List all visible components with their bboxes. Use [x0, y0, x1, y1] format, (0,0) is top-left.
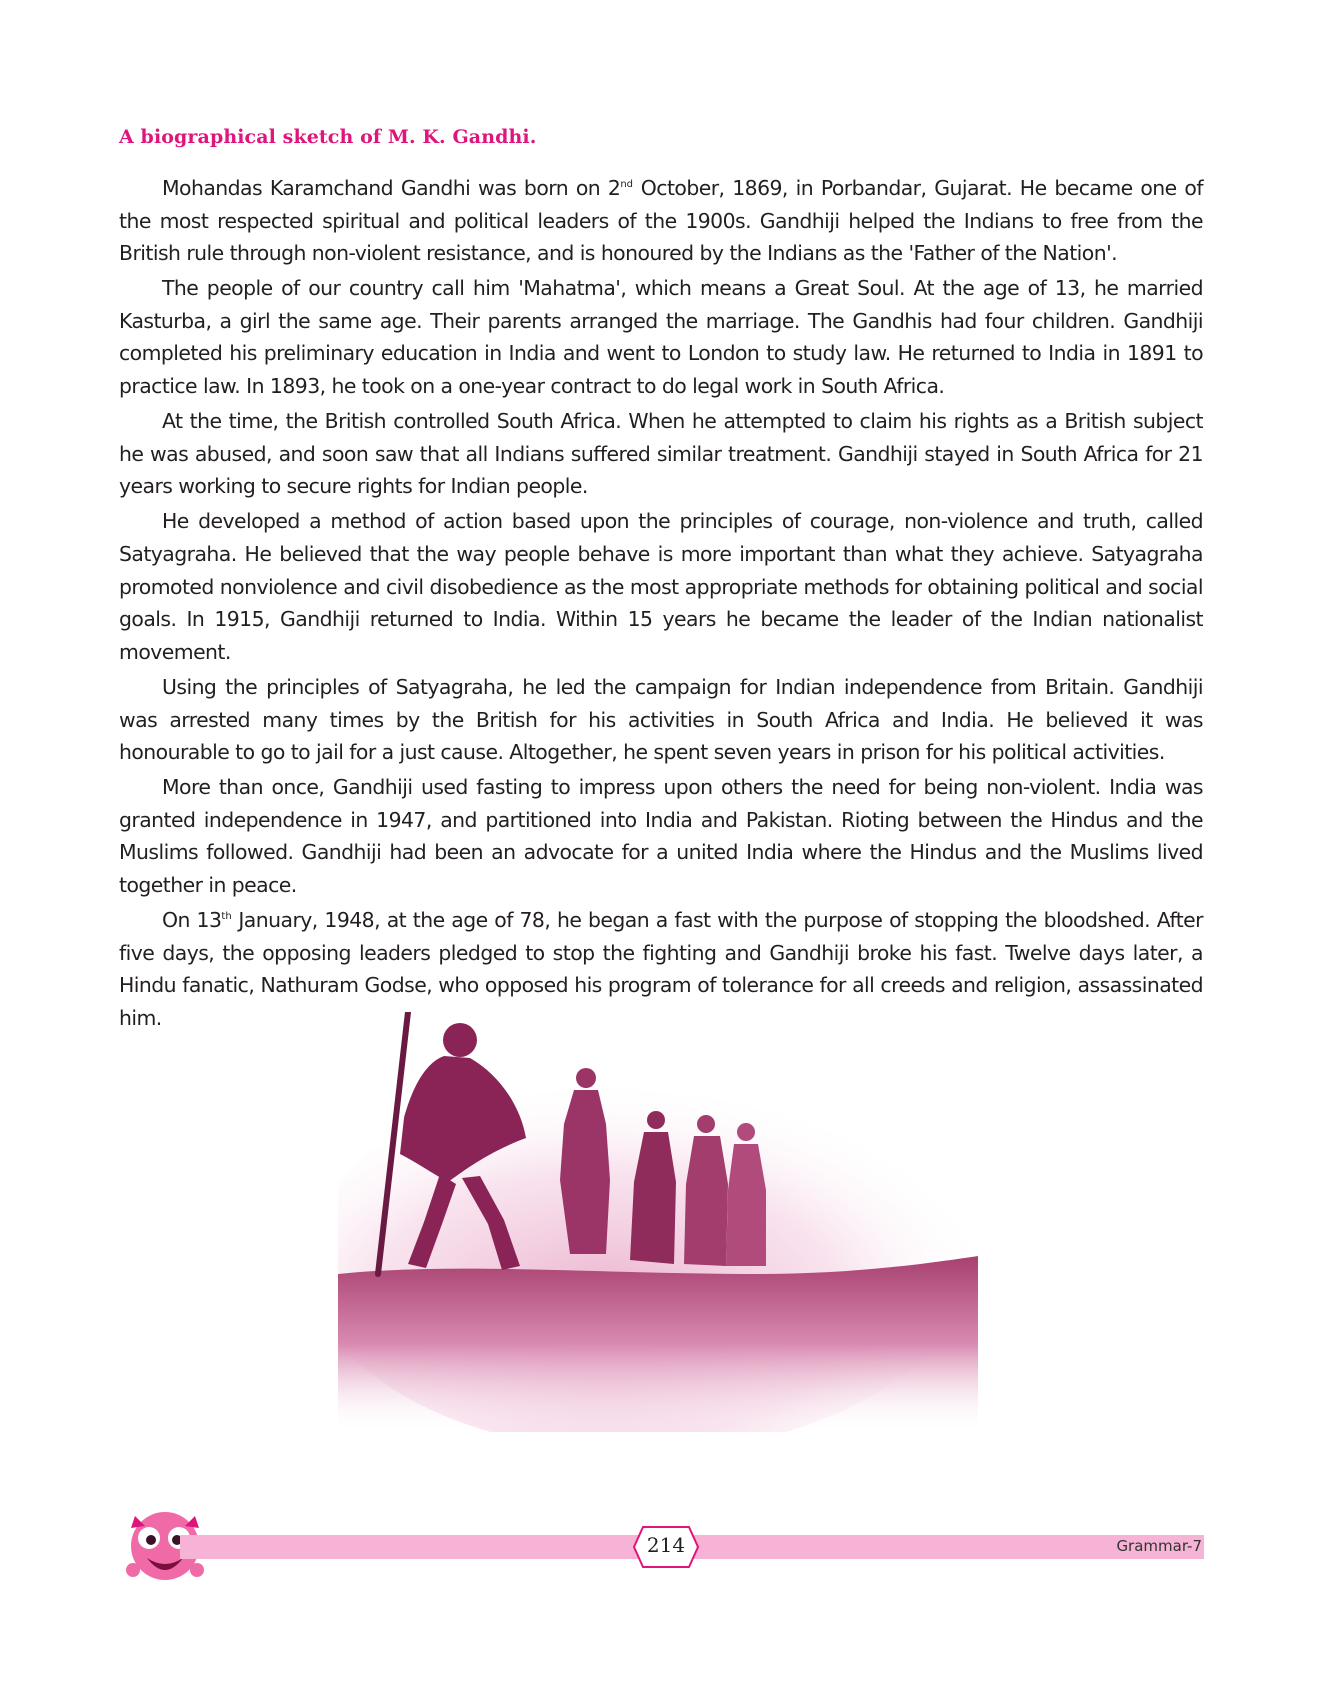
- paragraph-2: The people of our country call him 'Mahatma', which means a Great Soul. At the age of 13, he married Kasturba, a girl the same age. Their parents arranged the marriage. The Gandhis had four children. Gandhiji completed his preliminary education in India and went to London to study law. He returned to India in 1891 to practice law. In 1893, he took on a one-year contract to do legal work in South Africa.: [119, 276, 1203, 399]
- ordinal-suffix: th: [221, 911, 232, 923]
- paragraph-3: At the time, the British controlled South Africa. When he attempted to claim his rights as a British subject he was abused, and soon saw that all Indians suffered similar treatment. Gandhiji stayed in South Africa for 21 years working to secure rights for Indian people.: [119, 409, 1203, 499]
- book-title: Grammar-7: [1116, 1537, 1202, 1555]
- paragraph-1-part-b: October, 1869, in Porbandar, Gujarat. He became one of the most respected spiritual and political leaders of the 1900s. Gandhiji helped the Indians to free from the British rule through non-violent resistance, and is honoured by the Indians as the 'Father of the Nation'.: [119, 176, 1203, 266]
- paragraph-6: More than once, Gandhiji used fasting to impress upon others the need for being non-violent. India was granted independence in 1947, and partitioned into India and Pakistan. Rioting between the Hindus and the Muslims followed. Gandhiji had been an advocate for a united India where the Hindus and the Muslims lived together in peace.: [119, 775, 1203, 897]
- paragraph-1: [119, 172, 1203, 270]
- page-heading: A biographical sketch of M. K. Gandhi.: [119, 126, 537, 148]
- page-number: 214: [646, 1533, 686, 1557]
- paragraph-7-part-b: January, 1948, at the age of 78, he began a fast with the purpose of stopping the bloodshed. After five days, the opposing leaders pledged to stop the fighting and Gandhiji broke his fast. Twelve days later, a Hindu fanatic, Nathuram Godse, who opposed his program of tolerance for all creeds and religion, assassinated him.: [119, 908, 1203, 1030]
- paragraph-4: He developed a method of action based upon the principles of courage, non-violence and truth, called Satyagraha. He believed that the way people behave is more important than what they achieve. Satyagraha promoted nonviolence and civil disobedience as the most appropriate methods for obtaining political and social goals. In 1915, Gandhiji returned to India. Within 15 years he became the leader of the Indian nationalist movement.: [119, 509, 1203, 664]
- paragraph-7-part-a: On 13: [162, 908, 222, 933]
- ordinal-suffix: nd: [620, 179, 634, 190]
- paragraph-5: Using the principles of Satyagraha, he led the campaign for Indian independence from Britain. Gandhiji was arrested many times by the British for his activities in South Africa and India. He believed it was honourable to go to jail for a just cause. Altogether, he spent seven years in prison for his political activities.: [119, 674, 1203, 765]
- ground-slope: [338, 1256, 978, 1432]
- biography-text: [119, 172, 1203, 1037]
- paragraph-1-part-a: Mohandas Karamchand Gandhi was born on 2: [162, 176, 621, 200]
- dandi-march-statue-illustration: [338, 1012, 978, 1432]
